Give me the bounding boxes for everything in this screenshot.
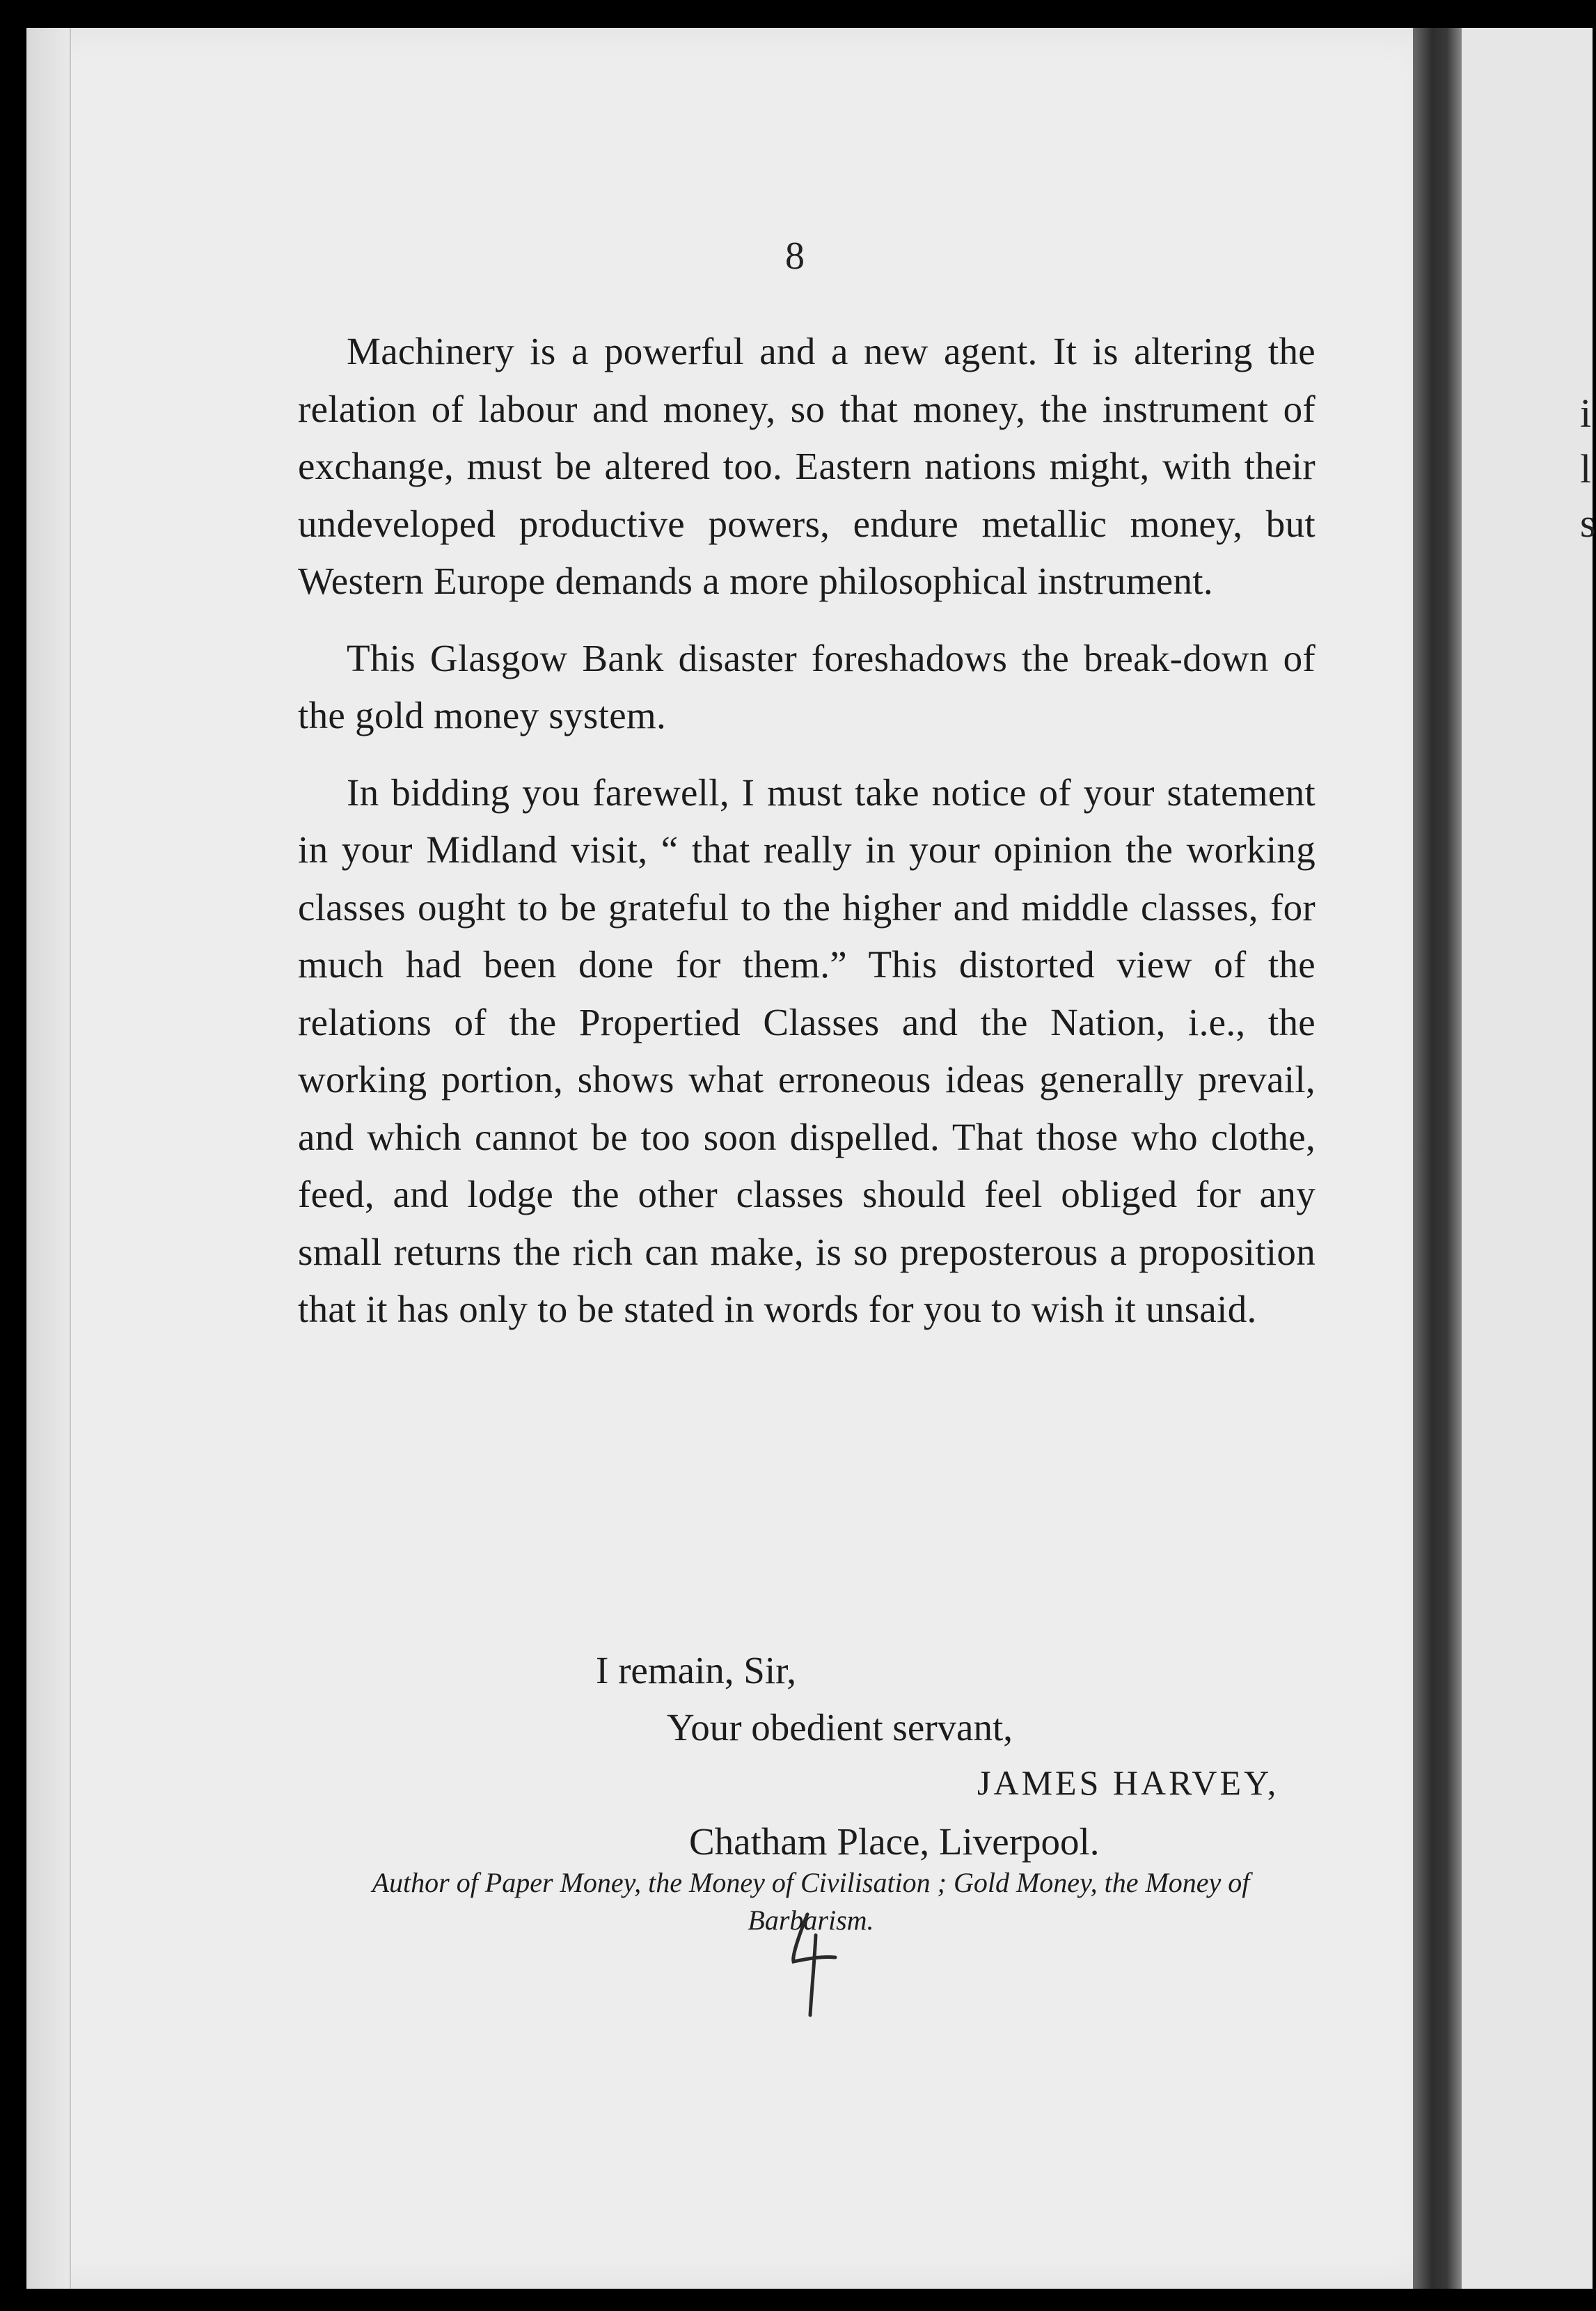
signature-address: Chatham Place, Liverpool. xyxy=(689,1820,1100,1863)
book-binding-gutter xyxy=(1413,28,1462,2289)
next-page-letter: l xyxy=(1580,446,1592,491)
scan-border-left xyxy=(0,0,26,2311)
closing-servant: Your obedient servant, xyxy=(667,1706,1013,1749)
scan-border-top xyxy=(0,0,1593,28)
handwritten-mark xyxy=(780,1907,842,2019)
closing-remain: I remain, Sir, xyxy=(596,1649,796,1691)
next-page-letter: s xyxy=(1580,500,1596,546)
next-page-letter: i xyxy=(1580,391,1592,436)
page-edge-line xyxy=(70,28,71,2289)
paragraph-machinery: Machinery is a powerful and a new agent. It is altering the relation of labour and money, so that money, the instrument of exchange, must be altered too. Eastern nations might, with their undeveloped productive powers, endure metallic money, but Western Europe demands a more philosophical instrument. xyxy=(298,330,1315,602)
paragraph-farewell: In bidding you farewell, I must take notice of your statement in your Midland visit, “ that really in your opinion the working classes ought to be grateful to the higher and middle classes, for much had been done for them.” This distorted view of the relations of the Propertied Classes and the Nation, i.e., the working portion, shows what erroneous ideas generally prevail, and which cannot be too soon dispelled. That those who clothe, feed, and lodge the other classes should feel obliged for any small returns the rich can make, is so preposterous a proposition that it has only to be stated in words for you to wish it unsaid. xyxy=(298,771,1315,1330)
paragraph-glasgow-bank: This Glasgow Bank disaster foreshadows the break-down of the gold money system. xyxy=(298,636,1315,736)
page-number: 8 xyxy=(785,235,805,278)
scan-border-bottom xyxy=(0,2289,1593,2311)
signature-name: JAMES HARVEY, xyxy=(977,1763,1279,1802)
author-note: Author of Paper Money, the Money of Civilisation ; Gold Money, the Money of Barbarism. xyxy=(372,1867,1250,1936)
next-page-edge xyxy=(1462,28,1593,2289)
page-stack-edge xyxy=(26,28,71,2289)
body-text xyxy=(298,323,1315,1339)
